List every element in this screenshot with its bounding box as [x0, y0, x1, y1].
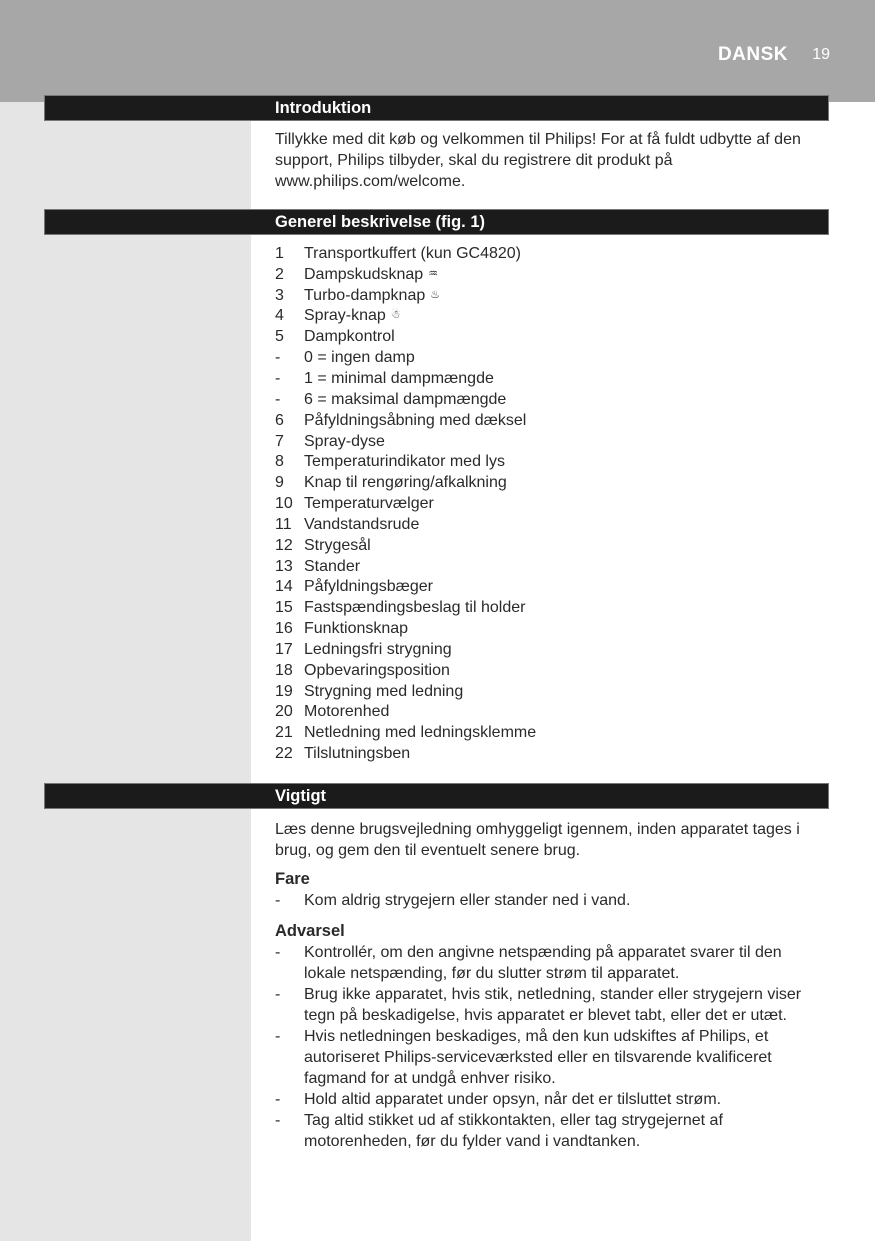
- list-item-number: 17: [275, 640, 293, 658]
- bullet-dash: -: [275, 1112, 281, 1129]
- list-item-number: 4: [275, 307, 284, 325]
- bullet-text: Kontrollér, om den angivne netspænding på apparatet svarer til den lokale netspænding, før du slutter strøm til apparatet.: [304, 944, 782, 982]
- shot-of-steam-icon: ♒: [428, 267, 439, 280]
- list-item-label: Fastspændingsbeslag til holder: [304, 599, 526, 617]
- list-item-number: 8: [275, 453, 284, 471]
- danger-list: [275, 890, 820, 911]
- bullet-text: Hvis netledningen beskadiges, må den kun udskiftes af Philips, et autoriseret Philips-serviceværksted eller en tilsvarende kvalificeret fagmand for at undgå enhver risiko.: [304, 1028, 772, 1087]
- list-item-label: Vandstandsrude: [304, 515, 420, 533]
- list-item-number: 15: [275, 599, 293, 617]
- parts-list: [275, 243, 820, 764]
- header-band: [0, 0, 875, 102]
- bullet-text: Kom aldrig strygejern eller stander ned i vand.: [304, 892, 631, 909]
- list-item-label: Stander: [304, 557, 361, 575]
- list-item: [275, 660, 820, 681]
- list-item-label: Motorenhed: [304, 703, 390, 721]
- list-item-number: -: [275, 369, 281, 387]
- list-item-label: Dampkontrol: [304, 328, 395, 346]
- list-item: [275, 264, 820, 285]
- spray-icon: ☃: [390, 309, 401, 322]
- list-item-number: 13: [275, 557, 293, 575]
- list-item-label: Temperaturindikator med lys: [304, 453, 505, 471]
- list-item: [275, 410, 820, 431]
- bullet-dash: -: [275, 892, 281, 909]
- list-item: [275, 431, 820, 452]
- list-item: [275, 347, 820, 368]
- list-item-label: Netledning med ledningsklemme: [304, 724, 537, 742]
- list-item-number: 20: [275, 703, 293, 721]
- list-item: [275, 722, 820, 743]
- list-item-label: Knap til rengøring/afkalkning: [304, 474, 507, 492]
- important-intro: Læs denne brugsvejledning omhyggeligt igennem, inden apparatet tages i brug, og gem den til eventuelt senere brug.: [275, 821, 800, 859]
- section-bar-introduction: [44, 95, 829, 121]
- list-item-number: 19: [275, 682, 293, 700]
- list-item: [275, 285, 820, 306]
- list-item-number: 16: [275, 620, 293, 638]
- section-title-introduction: Introduktion: [275, 99, 372, 117]
- list-item-label: Strygning med ledning: [304, 682, 464, 700]
- list-item-label: Funktionsknap: [304, 620, 409, 638]
- list-item: [275, 639, 820, 660]
- language-label: DANSK: [717, 44, 788, 65]
- list-item: [275, 493, 820, 514]
- list-item: [275, 556, 820, 577]
- list-item: [275, 472, 820, 493]
- list-item-label: Påfyldningsbæger: [304, 578, 433, 596]
- list-item: [275, 368, 820, 389]
- list-item-number: 1: [275, 244, 284, 262]
- bullet-item: [275, 984, 820, 1026]
- list-item-number: 18: [275, 661, 293, 679]
- list-item-label: Transportkuffert (kun GC4820): [304, 244, 521, 262]
- list-item-label: Temperaturvælger: [304, 495, 434, 513]
- list-item-number: 5: [275, 328, 284, 346]
- bullet-dash: -: [275, 944, 281, 961]
- bullet-dash: -: [275, 986, 281, 1003]
- list-item-number: 21: [275, 724, 293, 742]
- introduction-text: Tillykke med dit køb og velkommen til Philips! For at få fuldt udbytte af den support, Philips tilbyder, skal du registrere dit produkt på www.philips.com/welcome.: [275, 131, 801, 190]
- list-item-number: 11: [275, 515, 292, 533]
- section-title-important: Vigtigt: [275, 787, 327, 805]
- list-item: [275, 618, 820, 639]
- bullet-text: Hold altid apparatet under opsyn, når det er tilsluttet strøm.: [304, 1091, 722, 1108]
- list-item-number: 7: [275, 432, 284, 450]
- bullet-text: Brug ikke apparatet, hvis stik, netledning, stander eller strygejern viser tegn på beskadigelse, hvis apparatet er blevet tabt, eller det er utæt.: [304, 986, 802, 1024]
- page-number: 19: [812, 46, 830, 63]
- list-item: [275, 743, 820, 764]
- list-item-number: 12: [275, 536, 293, 554]
- list-item-label: Strygesål: [304, 536, 371, 554]
- danger-heading: Fare: [275, 870, 310, 888]
- list-item: [275, 514, 820, 535]
- list-item-number: -: [275, 349, 281, 367]
- list-item-number: 3: [275, 286, 284, 304]
- list-item-label: 1 = minimal dampmængde: [304, 369, 494, 387]
- list-item-label: 6 = maksimal dampmængde: [304, 390, 507, 408]
- turbo-steam-icon: ♨: [430, 288, 441, 301]
- warning-heading: Advarsel: [275, 922, 345, 940]
- left-margin-column: [0, 102, 251, 1241]
- list-item-label: 0 = ingen damp: [304, 349, 415, 367]
- list-item: [275, 702, 820, 723]
- list-item-number: -: [275, 390, 281, 408]
- list-item-label: Dampskudsknap: [304, 265, 424, 283]
- warning-list: [275, 942, 820, 1152]
- list-item-label: Påfyldningsåbning med dæksel: [304, 411, 527, 429]
- list-item: [275, 306, 820, 327]
- section-bar-general: [44, 209, 829, 235]
- bullet-dash: -: [275, 1091, 281, 1108]
- bullet-text: Tag altid stikket ud af stikkontakten, eller tag strygejernet af motorenheden, før du fylder vand i vandtanken.: [304, 1112, 723, 1150]
- list-item: [275, 451, 820, 472]
- list-item: [275, 597, 820, 618]
- list-item-label: Turbo-dampknap: [304, 286, 426, 304]
- bullet-item: [275, 1026, 820, 1089]
- list-item-label: Opbevaringsposition: [304, 661, 450, 679]
- list-item: [275, 681, 820, 702]
- list-item: [275, 535, 820, 556]
- list-item-number: 22: [275, 745, 293, 763]
- list-item-number: 2: [275, 265, 284, 283]
- list-item: [275, 326, 820, 347]
- bullet-item: [275, 1089, 820, 1110]
- section-title-general: Generel beskrivelse (fig. 1): [275, 213, 486, 231]
- list-item: [275, 577, 820, 598]
- list-item-label: Ledningsfri strygning: [304, 640, 452, 658]
- list-item-label: Spray-knap: [304, 307, 386, 325]
- list-item: [275, 389, 820, 410]
- list-item-label: Tilslutningsben: [304, 745, 411, 763]
- list-item-number: 14: [275, 578, 293, 596]
- bullet-dash: -: [275, 1028, 281, 1045]
- bullet-item: [275, 942, 820, 984]
- bullet-item: [275, 1110, 820, 1152]
- list-item-label: Spray-dyse: [304, 432, 385, 450]
- bullet-item: [275, 890, 820, 911]
- list-item-number: 6: [275, 411, 284, 429]
- list-item-number: 9: [275, 474, 284, 492]
- section-bar-important: [44, 783, 829, 809]
- list-item-number: 10: [275, 495, 293, 513]
- list-item: [275, 243, 820, 264]
